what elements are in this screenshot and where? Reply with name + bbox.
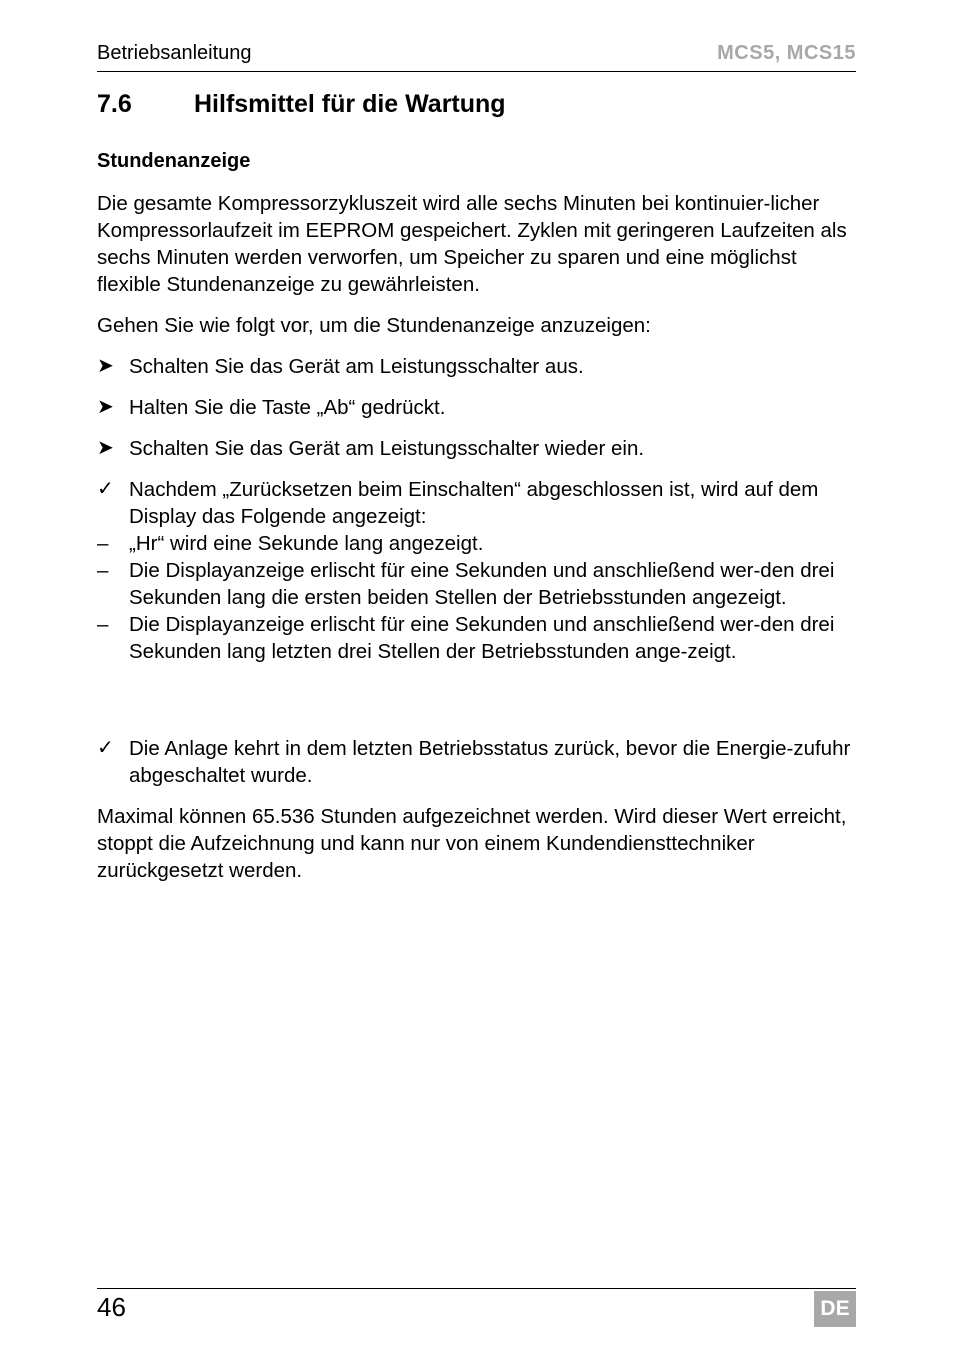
page-number: 46 xyxy=(97,1292,126,1322)
header-left: Betriebsanleitung xyxy=(97,42,252,64)
header-right: MCS5, MCS15 xyxy=(717,42,856,64)
language-badge: DE xyxy=(814,1291,856,1327)
subitem-text: Die Displayanzeige erlischt für eine Sekunden und anschließend wer-den drei Sekunden lang letzten drei Stellen der Betriebsstunden ange-zeigt. xyxy=(129,613,835,663)
step-text: Schalten Sie das Gerät am Leistungsschalter wieder ein. xyxy=(129,437,645,460)
lead-paragraph: Gehen Sie wie folgt vor, um die Stundenanzeige anzuzeigen: xyxy=(97,314,651,337)
checkmark-icon: ✓ xyxy=(97,737,114,759)
step-item xyxy=(97,394,857,421)
result-subitem xyxy=(97,611,857,665)
result-text: Nachdem „Zurücksetzen beim Einschalten“ abgeschlossen ist, wird auf dem Display das Folgende angezeigt: xyxy=(129,478,819,528)
result-subitem xyxy=(97,530,857,557)
step-item xyxy=(97,435,857,462)
subitem-text: Die Displayanzeige erlischt für eine Sekunden und anschließend wer-den drei Sekunden lang die ersten beiden Stellen der Betriebsstunden angezeigt. xyxy=(129,559,835,609)
footer-divider xyxy=(97,1288,856,1289)
header-divider xyxy=(97,71,856,72)
step-item xyxy=(97,353,857,380)
dash-bullet: – xyxy=(97,613,109,636)
step-text: Halten Sie die Taste „Ab“ gedrückt. xyxy=(129,396,446,419)
section-title: Hilfsmittel für die Wartung xyxy=(194,90,506,118)
dash-bullet: – xyxy=(97,532,109,555)
result-item xyxy=(97,735,857,789)
result-text: Die Anlage kehrt in dem letzten Betriebsstatus zurück, bevor die Energie-zufuhr abgeschaltet wurde. xyxy=(129,737,851,787)
checkmark-icon: ✓ xyxy=(97,478,114,500)
dash-bullet: – xyxy=(97,559,109,582)
subitem-text: „Hr“ wird eine Sekunde lang angezeigt. xyxy=(129,532,484,555)
step-text: Schalten Sie das Gerät am Leistungsschalter aus. xyxy=(129,355,584,378)
arrow-icon: ➤ xyxy=(97,437,114,459)
closing-paragraph: Maximal können 65.536 Stunden aufgezeichnet werden. Wird dieser Wert erreicht, stoppt die Aufzeichnung und kann nur von einem Kundendiensttechniker zurückgesetzt werden. xyxy=(97,805,847,882)
section-number: 7.6 xyxy=(97,90,132,118)
result-item xyxy=(97,476,857,665)
subheading: Stundenanzeige xyxy=(97,150,251,172)
arrow-icon: ➤ xyxy=(97,355,114,377)
result-subitem xyxy=(97,557,857,611)
intro-paragraph: Die gesamte Kompressorzykluszeit wird alle sechs Minuten bei kontinuier-licher Kompressorlaufzeit im EEPROM gespeichert. Zyklen mit geringeren Laufzeiten als sechs Minuten werden verworfen, um Speicher zu sparen und eine möglichst flexible Stundenanzeige zu gewährleisten. xyxy=(97,192,847,296)
arrow-icon: ➤ xyxy=(97,396,114,418)
